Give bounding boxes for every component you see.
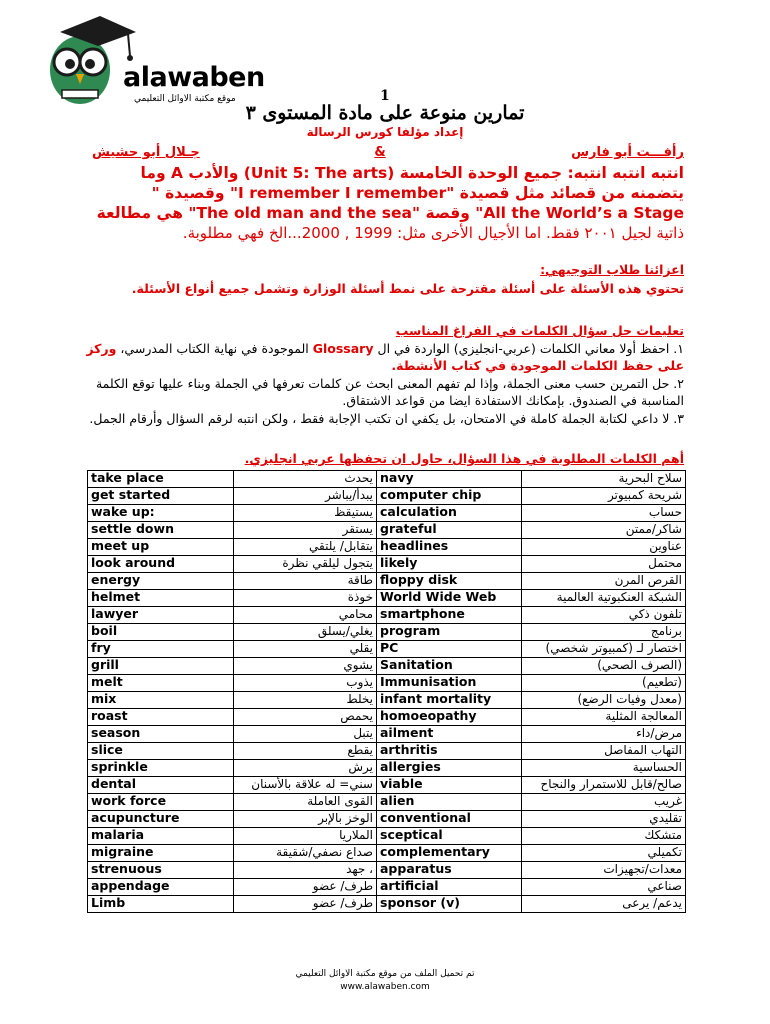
english-word: floppy disk (377, 573, 522, 590)
english-word: take place (88, 471, 234, 488)
arabic-meaning: الحساسية (522, 760, 686, 777)
arabic-meaning: تلفون ذكي (522, 607, 686, 624)
table-row (88, 488, 686, 505)
english-word: likely (377, 556, 522, 573)
instruction-item (84, 340, 684, 375)
arabic-meaning: غريب (522, 794, 686, 811)
english-word: smartphone (377, 607, 522, 624)
arabic-meaning: (تطعيم) (522, 675, 686, 692)
arabic-meaning: الشبكة العنكبوتية العالمية (522, 590, 686, 607)
english-word: infant mortality (377, 692, 522, 709)
table-row (88, 896, 686, 913)
table-row (88, 522, 686, 539)
notice-line: يتضمنه من قصائد مثل قصيدة "I remember I remember" وقصيدة " (151, 184, 684, 202)
english-word: meet up (88, 539, 234, 556)
english-word: grateful (377, 522, 522, 539)
instructions-heading: تعليمات حل سؤال الكلمات في الفراغ المناسب (395, 323, 684, 338)
arabic-meaning: تقليدي (522, 811, 686, 828)
table-row (88, 862, 686, 879)
author-second: جـلال أبو حشيش (92, 145, 200, 160)
notice-block (88, 163, 684, 243)
english-word: ailment (377, 726, 522, 743)
english-word: Immunisation (377, 675, 522, 692)
table-row (88, 641, 686, 658)
arabic-meaning: يتقابل/ يلتقي (234, 539, 377, 556)
arabic-meaning: سني= له علاقة بالأسنان (234, 777, 377, 794)
brand-tagline: موقع مكتبة الاوائل التعليمي (134, 94, 236, 104)
arabic-meaning: طرف/ عضو (234, 896, 377, 913)
english-word: headlines (377, 539, 522, 556)
footer-url[interactable]: www.alawaben.com (340, 982, 430, 992)
english-word: migraine (88, 845, 234, 862)
notice-line: All the World’s a Stage" وقصة "The old man and the sea" هي مطالعة (96, 204, 684, 222)
english-word: boil (88, 624, 234, 641)
arabic-meaning: يستيقظ (234, 505, 377, 522)
table-row (88, 692, 686, 709)
english-word: season (88, 726, 234, 743)
english-word: slice (88, 743, 234, 760)
prepared-by: إعداد مؤلفا كورس الرسالة (306, 125, 464, 139)
arabic-meaning: عناوين (522, 539, 686, 556)
english-word: apparatus (377, 862, 522, 879)
table-row (88, 794, 686, 811)
arabic-meaning: صالح/قابل للاستمرار والنجاح (522, 777, 686, 794)
arabic-meaning: يتبل (234, 726, 377, 743)
table-row (88, 607, 686, 624)
arabic-meaning: محامي (234, 607, 377, 624)
english-word: malaria (88, 828, 234, 845)
arabic-meaning: يحدث (234, 471, 377, 488)
english-word: viable (377, 777, 522, 794)
english-word: navy (377, 471, 522, 488)
english-word: homoeopathy (377, 709, 522, 726)
vocabulary-table (87, 470, 686, 913)
arabic-meaning: تكميلي (522, 845, 686, 862)
students-note (70, 260, 684, 298)
table-row (88, 590, 686, 607)
arabic-meaning: يحمص (234, 709, 377, 726)
arabic-meaning: يستقر (234, 522, 377, 539)
english-word: sponsor (v) (377, 896, 522, 913)
english-word: wake up: (88, 505, 234, 522)
arabic-meaning: معدات/تجهيزات (522, 862, 686, 879)
arabic-meaning: خوذة (234, 590, 377, 607)
students-heading: اعزائنا طلاب التوجيهي: (540, 262, 684, 277)
english-word: lawyer (88, 607, 234, 624)
table-row (88, 539, 686, 556)
arabic-meaning: القرص المرن (522, 573, 686, 590)
instruction-item: ٢. حل التمرين حسب معنى الجملة، وإذا لم تفهم المعنى ابحث عن كلمات تعرفها في الجملة وبناء عليها توقع الكلمة المناسبة في الصندوق. بإمكانك الاستفادة ايضا من قواعد الاشتقاق. (95, 375, 684, 408)
arabic-meaning: الملاريا (234, 828, 377, 845)
footer (0, 968, 770, 994)
table-row (88, 573, 686, 590)
arabic-meaning: حساب (522, 505, 686, 522)
table-row (88, 879, 686, 896)
arabic-meaning: شاكر/ممتن (522, 522, 686, 539)
table-row (88, 811, 686, 828)
english-word: allergies (377, 760, 522, 777)
english-word: conventional (377, 811, 522, 828)
english-word: get started (88, 488, 234, 505)
table-row (88, 658, 686, 675)
arabic-meaning: القوى العاملة (234, 794, 377, 811)
table-row (88, 743, 686, 760)
author-first: رأفـــت أبو فارس (571, 145, 684, 160)
table-row (88, 709, 686, 726)
arabic-meaning: يذوب (234, 675, 377, 692)
english-word: dental (88, 777, 234, 794)
arabic-meaning: يرش (234, 760, 377, 777)
arabic-meaning: يخلط (234, 692, 377, 709)
english-word: alien (377, 794, 522, 811)
english-word: strenuous (88, 862, 234, 879)
arabic-meaning: شريحة كمبيوتر (522, 488, 686, 505)
table-row (88, 828, 686, 845)
owl-logo-icon (38, 10, 138, 110)
english-word: program (377, 624, 522, 641)
page-number: 1 (380, 88, 390, 104)
english-word: work force (88, 794, 234, 811)
table-row (88, 777, 686, 794)
english-word: Sanitation (377, 658, 522, 675)
arabic-meaning: يقطع (234, 743, 377, 760)
arabic-meaning: يقلي (234, 641, 377, 658)
brand-name: alawaben (123, 62, 265, 93)
arabic-meaning: يغلي/يسلق (234, 624, 377, 641)
site-logo[interactable] (38, 10, 268, 110)
instruction-emphasis: وركز على حفظ الكلمات الموجودة في كتاب الأنشطة. (86, 340, 684, 373)
page-title: تمارين منوعة على مادة المستوى ٣ (245, 102, 525, 124)
english-word: artificial (377, 879, 522, 896)
table-row (88, 471, 686, 488)
arabic-meaning: (الصرف الصحي) (522, 658, 686, 675)
author-separator: & (374, 145, 386, 160)
arabic-meaning: محتمل (522, 556, 686, 573)
arabic-meaning: مرض/داء (522, 726, 686, 743)
instruction-text: ١. احفظ أولا معاني الكلمات (عربي-انجليزي) الواردة في ال (377, 340, 684, 356)
arabic-meaning: المعالجة المثلية (522, 709, 686, 726)
footer-note: تم تحميل الملف من موقع مكتبة الاوائل التعليمي (295, 969, 475, 979)
glossary-term: Glossary (312, 340, 374, 356)
table-row (88, 556, 686, 573)
english-word: acupuncture (88, 811, 234, 828)
arabic-meaning: صداع نصفي/شقيقة (234, 845, 377, 862)
students-text: تحتوي هذه الأسئلة على أسئلة مقترحة على نمط أسئلة الوزارة وتشمل جميع أنواع الأسئلة. (131, 281, 684, 296)
table-row (88, 726, 686, 743)
table-row (88, 675, 686, 692)
arabic-meaning: يدعم/ يرعى (522, 896, 686, 913)
arabic-meaning: متشكك (522, 828, 686, 845)
english-word: calculation (377, 505, 522, 522)
english-word: World Wide Web (377, 590, 522, 607)
arabic-meaning: التهاب المفاصل (522, 743, 686, 760)
english-word: sprinkle (88, 760, 234, 777)
table-row (88, 760, 686, 777)
instructions (84, 322, 684, 427)
arabic-meaning: ، جهد (234, 862, 377, 879)
arabic-meaning: طاقة (234, 573, 377, 590)
arabic-meaning: يبدأ/يباشر (234, 488, 377, 505)
english-word: appendage (88, 879, 234, 896)
english-word: fry (88, 641, 234, 658)
arabic-meaning: صناعي (522, 879, 686, 896)
arabic-meaning: طرف/ عضو (234, 879, 377, 896)
english-word: PC (377, 641, 522, 658)
table-row (88, 845, 686, 862)
table-heading: أهم الكلمات المطلوبة في هذا السؤال، حاول ان تحفظها عربي انجليزي. (244, 451, 684, 466)
english-word: roast (88, 709, 234, 726)
english-word: computer chip (377, 488, 522, 505)
english-word: sceptical (377, 828, 522, 845)
english-word: Limb (88, 896, 234, 913)
arabic-meaning: يشوي (234, 658, 377, 675)
table-row (88, 624, 686, 641)
arabic-meaning: اختصار لـ (كمبيوتر شخصي) (522, 641, 686, 658)
english-word: melt (88, 675, 234, 692)
english-word: energy (88, 573, 234, 590)
notice-line: انتبه انتبه انتبه: جميع الوحدة الخامسة (Unit 5: The arts) والأدب A وما (140, 164, 684, 182)
english-word: look around (88, 556, 234, 573)
table-row (88, 505, 686, 522)
instruction-text: الموجودة في نهاية الكتاب المدرسي، (120, 340, 309, 356)
arabic-meaning: (معدل وفيات الرضع) (522, 692, 686, 709)
arabic-meaning: يتجول ليلقي نظرة (234, 556, 377, 573)
english-word: grill (88, 658, 234, 675)
arabic-meaning: برنامج (522, 624, 686, 641)
english-word: complementary (377, 845, 522, 862)
instruction-item: ٣. لا داعي لكتابة الجملة كاملة في الامتحان، بل يكفي ان تكتب الإجابة فقط ، ولكن انتبه لرقم السؤال وأرقام الجمل. (89, 410, 684, 426)
english-word: mix (88, 692, 234, 709)
english-word: arthritis (377, 743, 522, 760)
english-word: helmet (88, 590, 234, 607)
arabic-meaning: الوخز بالإبر (234, 811, 377, 828)
english-word: settle down (88, 522, 234, 539)
notice-line: ذاتية لجيل ٢٠٠١ فقط. اما الأجيال الأخرى مثل: 1999 , 2000...الخ فهي مطلوبة. (182, 224, 684, 242)
arabic-meaning: سلاح البحرية (522, 471, 686, 488)
